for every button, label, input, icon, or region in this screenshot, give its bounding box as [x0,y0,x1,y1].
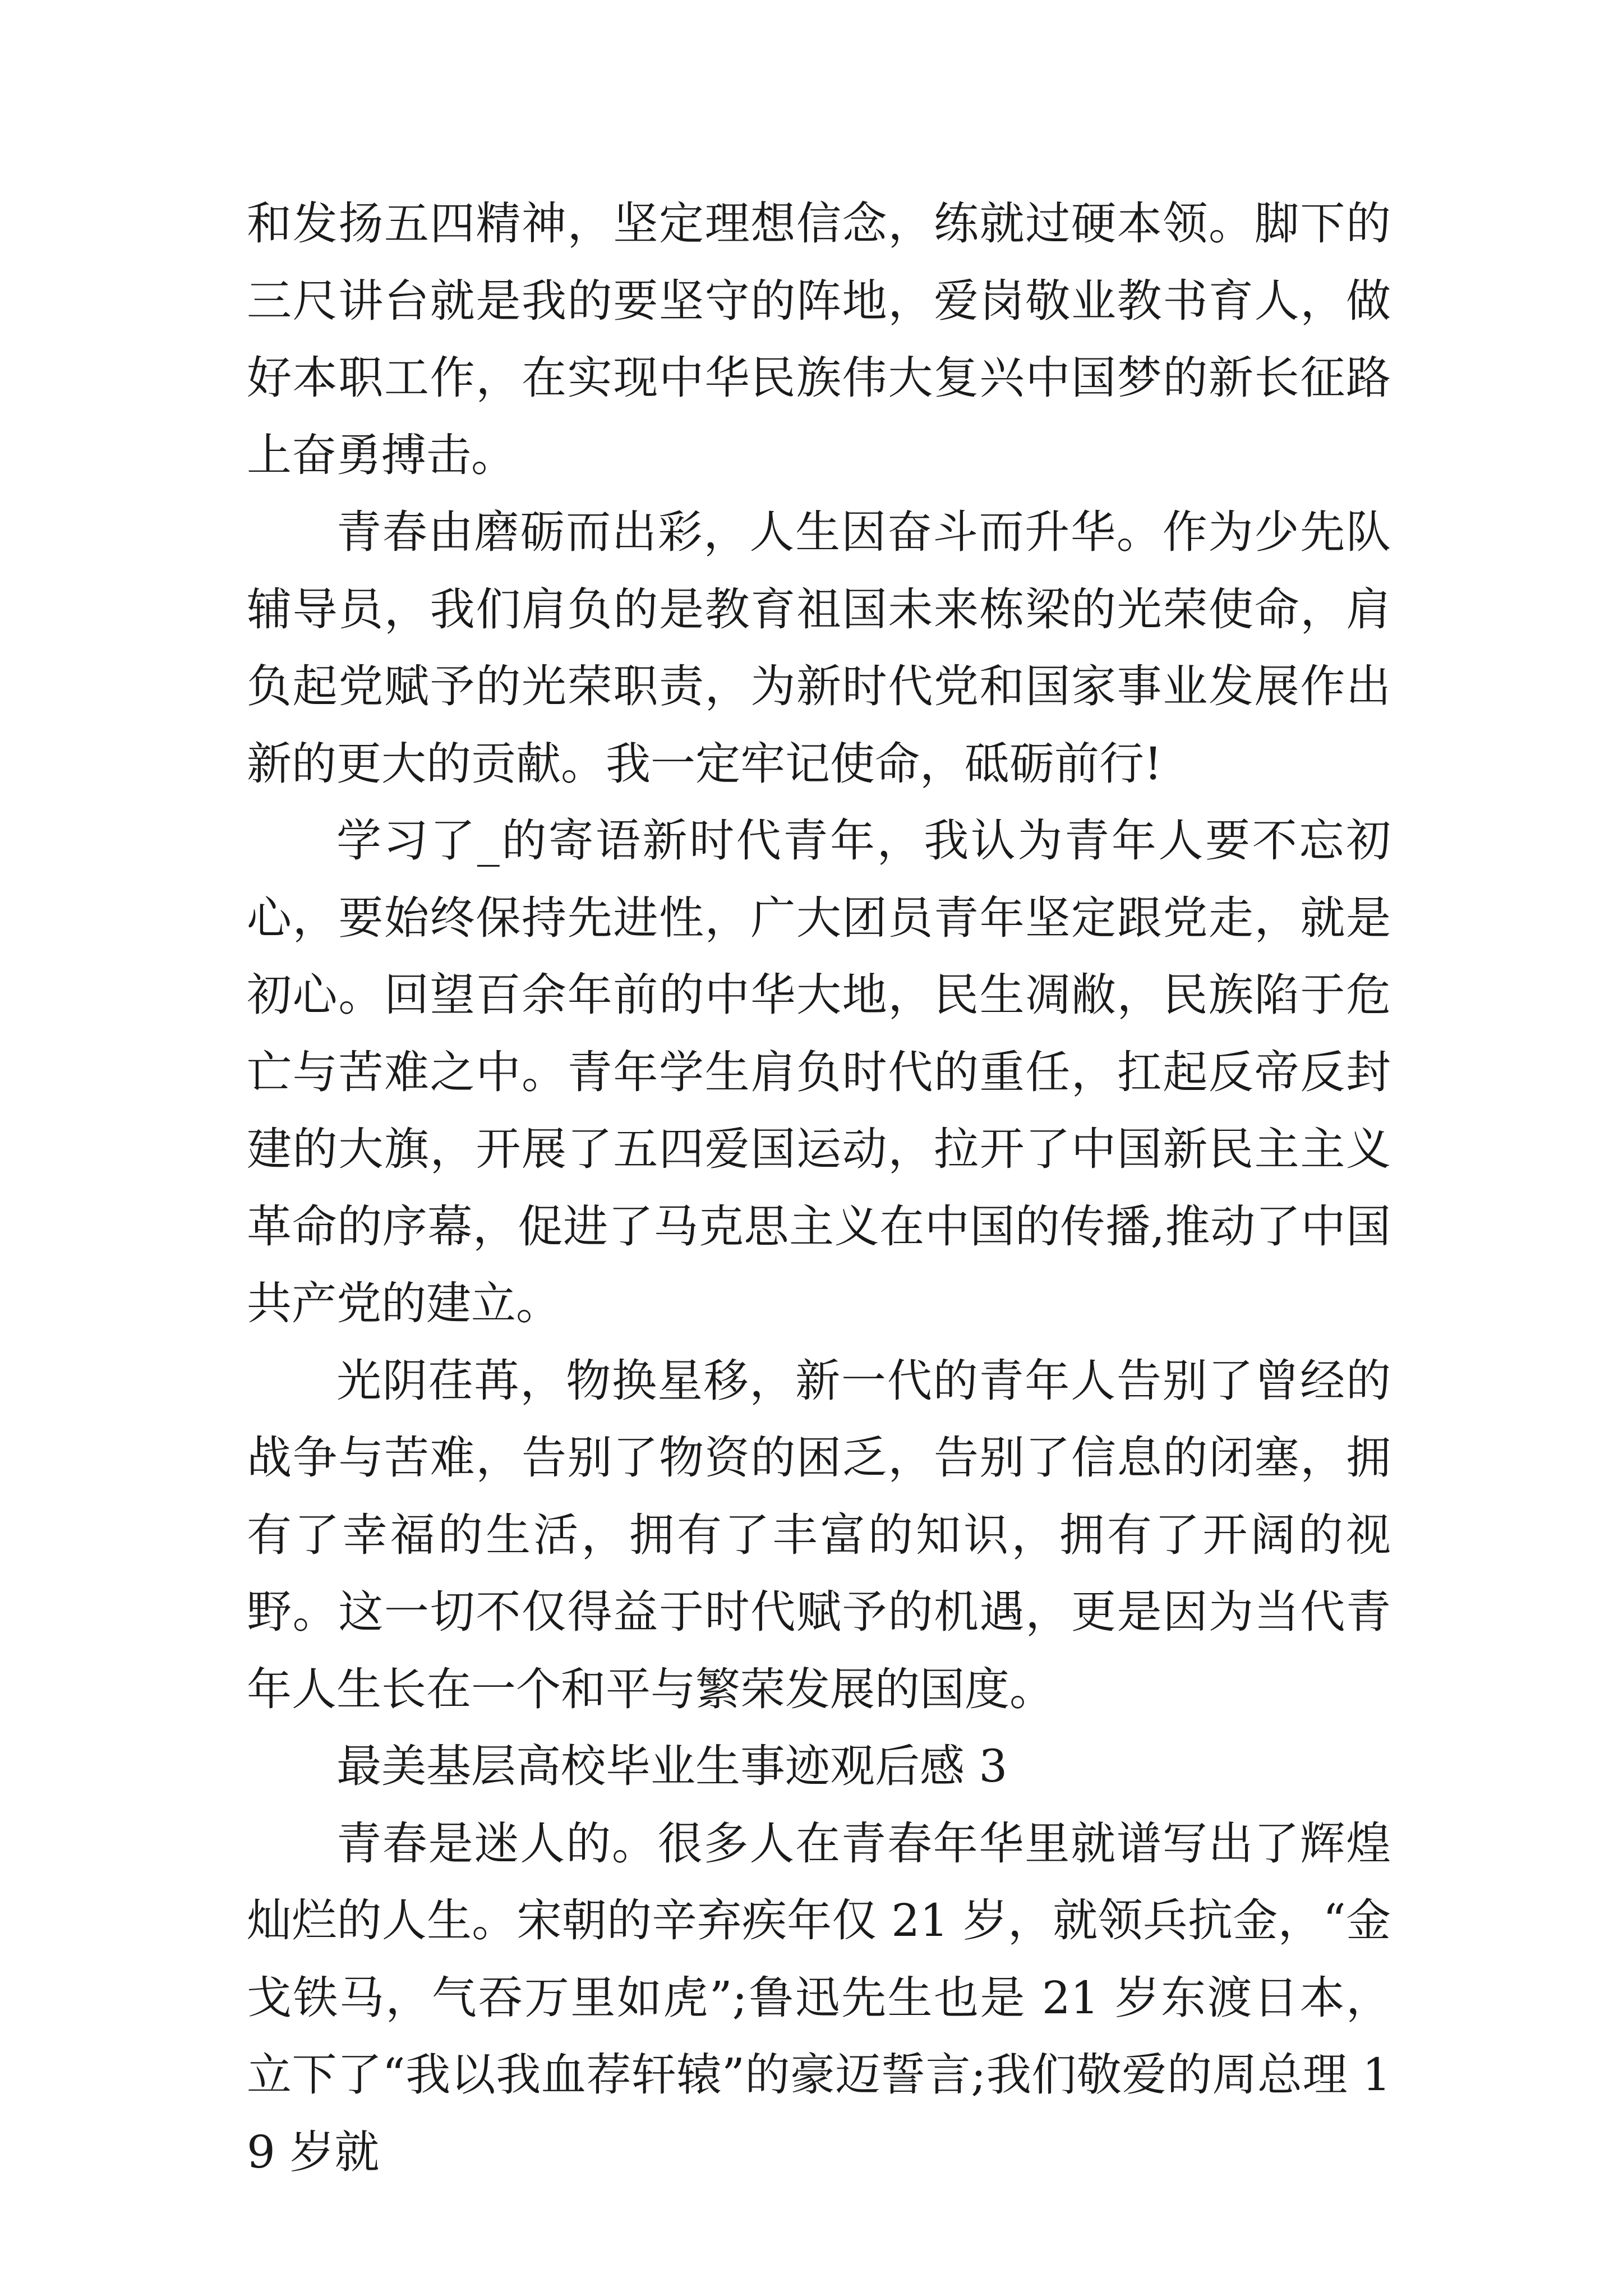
document-body [247,185,1391,2191]
paragraph-4: 光阴荏苒，物换星移，新一代的青年人告别了曾经的战争与苦难，告别了物资的困乏，告别了信息的闭塞，拥有了幸福的生活，拥有了丰富的知识，拥有了开阔的视野。这一切不仅得益于时代赋予的机遇，更是因为当代青年人生长在一个和平与繁荣发展的国度。 [247,1354,1391,1715]
paragraph-2: 青春由磨砺而出彩，人生因奋斗而升华。作为少先队辅导员，我们肩负的是教育祖国未来栋梁的光荣使命，肩负起党赋予的光荣职责，为新时代党和国家事业发展作出新的更大的贡献。我一定牢记使命，砥砺前行! [247,506,1391,790]
paragraph-5: 青春是迷人的。很多人在青春年华里就谱写出了辉煌灿烂的人生。宋朝的辛弃疾年仅 21 岁，就领兵抗金，“金戈铁马，气吞万里如虎”;鲁迅先生也是 21 岁东渡日本，立下了“我以我血荐轩辕”的豪迈誓言;我们敬爱的周总理 19 岁就 [247,1817,1391,2178]
paragraph-3: 学习了_的寄语新时代青年，我认为青年人要不忘初心，要始终保持先进性，广大团员青年坚定跟党走，就是初心。回望百余年前的中华大地，民生凋敝，民族陷于危亡与苦难之中。青年学生肩负时代的重任，扛起反帝反封建的大旗，开展了五四爱国运动，拉开了中国新民主主义革命的序幕，促进了马克思主义在中国的传播,推动了中国共产党的建立。 [247,815,1391,1329]
paragraph-1: 和发扬五四精神，坚定理想信念，练就过硬本领。脚下的三尺讲台就是我的要坚守的阵地，爱岗敬业教书育人，做好本职工作，在实现中华民族伟大复兴中国梦的新长征路上奋勇搏击。 [247,197,1391,481]
section-title: 最美基层高校毕业生事迹观后感 3 [336,1740,1008,1792]
